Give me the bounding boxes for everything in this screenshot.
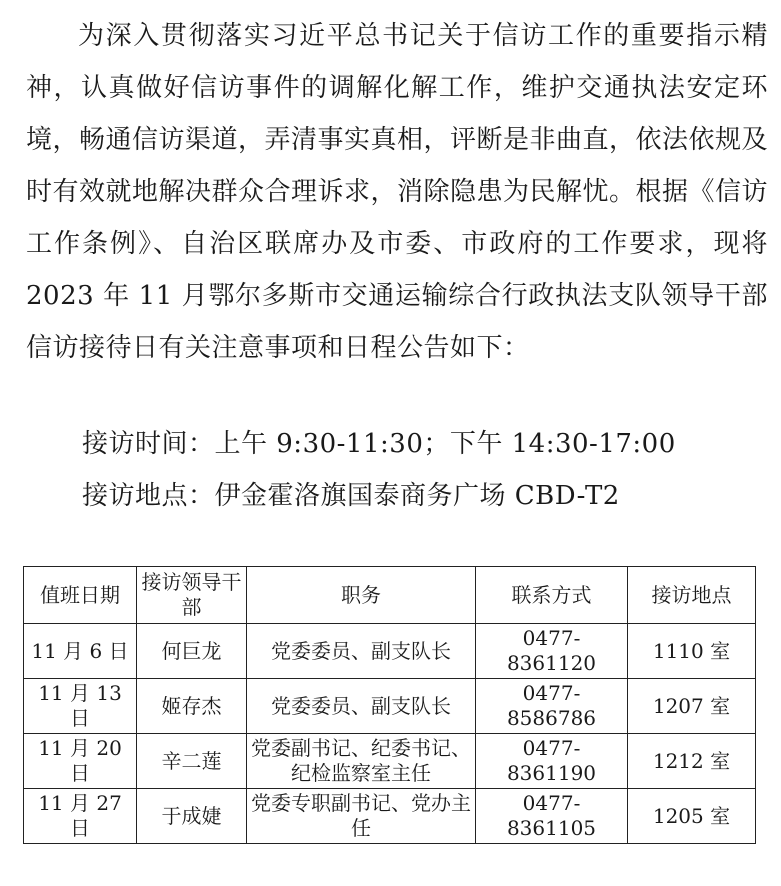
cell-date: 11 月 20 日 (24, 734, 137, 789)
table-row (24, 624, 756, 679)
cell-date: 11 月 27 日 (24, 789, 137, 844)
cell-title: 党委委员、副支队长 (247, 624, 476, 679)
cell-title: 党委委员、副支队长 (247, 679, 476, 734)
intro-paragraph: 为深入贯彻落实习近平总书记关于信访工作的重要指示精神，认真做好信访事件的调解化解工作，维护交通执法安定环境，畅通信访渠道，弄清事实真相，评断是非曲直，依法依规及时有效就地解决群众合理诉求，消除隐患为民解忧。根据《信访工作条例》、自治区联席办及市委、市政府的工作要求，现将 2023 年 11 月鄂尔多斯市交通运输综合行政执法支队领导干部信访接待日有关注意事项和日程公告如下： (26, 21, 769, 363)
header-date: 值班日期 (24, 567, 137, 624)
table-header-row (24, 567, 756, 624)
cell-room: 1212 室 (628, 734, 756, 789)
header-phone: 联系方式 (476, 567, 628, 624)
cell-title: 党委副书记、纪委书记、纪检监察室主任 (247, 734, 476, 789)
table-row (24, 734, 756, 789)
header-room: 接访地点 (628, 567, 756, 624)
cell-title: 党委专职副书记、党办主任 (247, 789, 476, 844)
table-row (24, 679, 756, 734)
cell-phone: 0477-8361190 (476, 734, 628, 789)
cell-room: 1110 室 (628, 624, 756, 679)
cell-phone: 0477-8586786 (476, 679, 628, 734)
cell-leader: 姬存杰 (137, 679, 247, 734)
cell-leader: 辛二莲 (137, 734, 247, 789)
reception-place: 接访地点：伊金霍洛旗国泰商务广场 CBD-T2 (82, 481, 620, 511)
cell-phone: 0477-8361120 (476, 624, 628, 679)
header-title: 职务 (247, 567, 476, 624)
cell-room: 1207 室 (628, 679, 756, 734)
cell-phone: 0477-8361105 (476, 789, 628, 844)
cell-leader: 何巨龙 (137, 624, 247, 679)
table-row (24, 789, 756, 844)
reception-time: 接访时间：上午 9:30-11:30；下午 14:30-17:00 (82, 429, 676, 459)
cell-room: 1205 室 (628, 789, 756, 844)
header-leader: 接访领导干部 (137, 567, 247, 624)
cell-date: 11 月 6 日 (24, 624, 137, 679)
cell-leader: 于成婕 (137, 789, 247, 844)
duty-schedule-table (23, 566, 756, 844)
cell-date: 11 月 13 日 (24, 679, 137, 734)
